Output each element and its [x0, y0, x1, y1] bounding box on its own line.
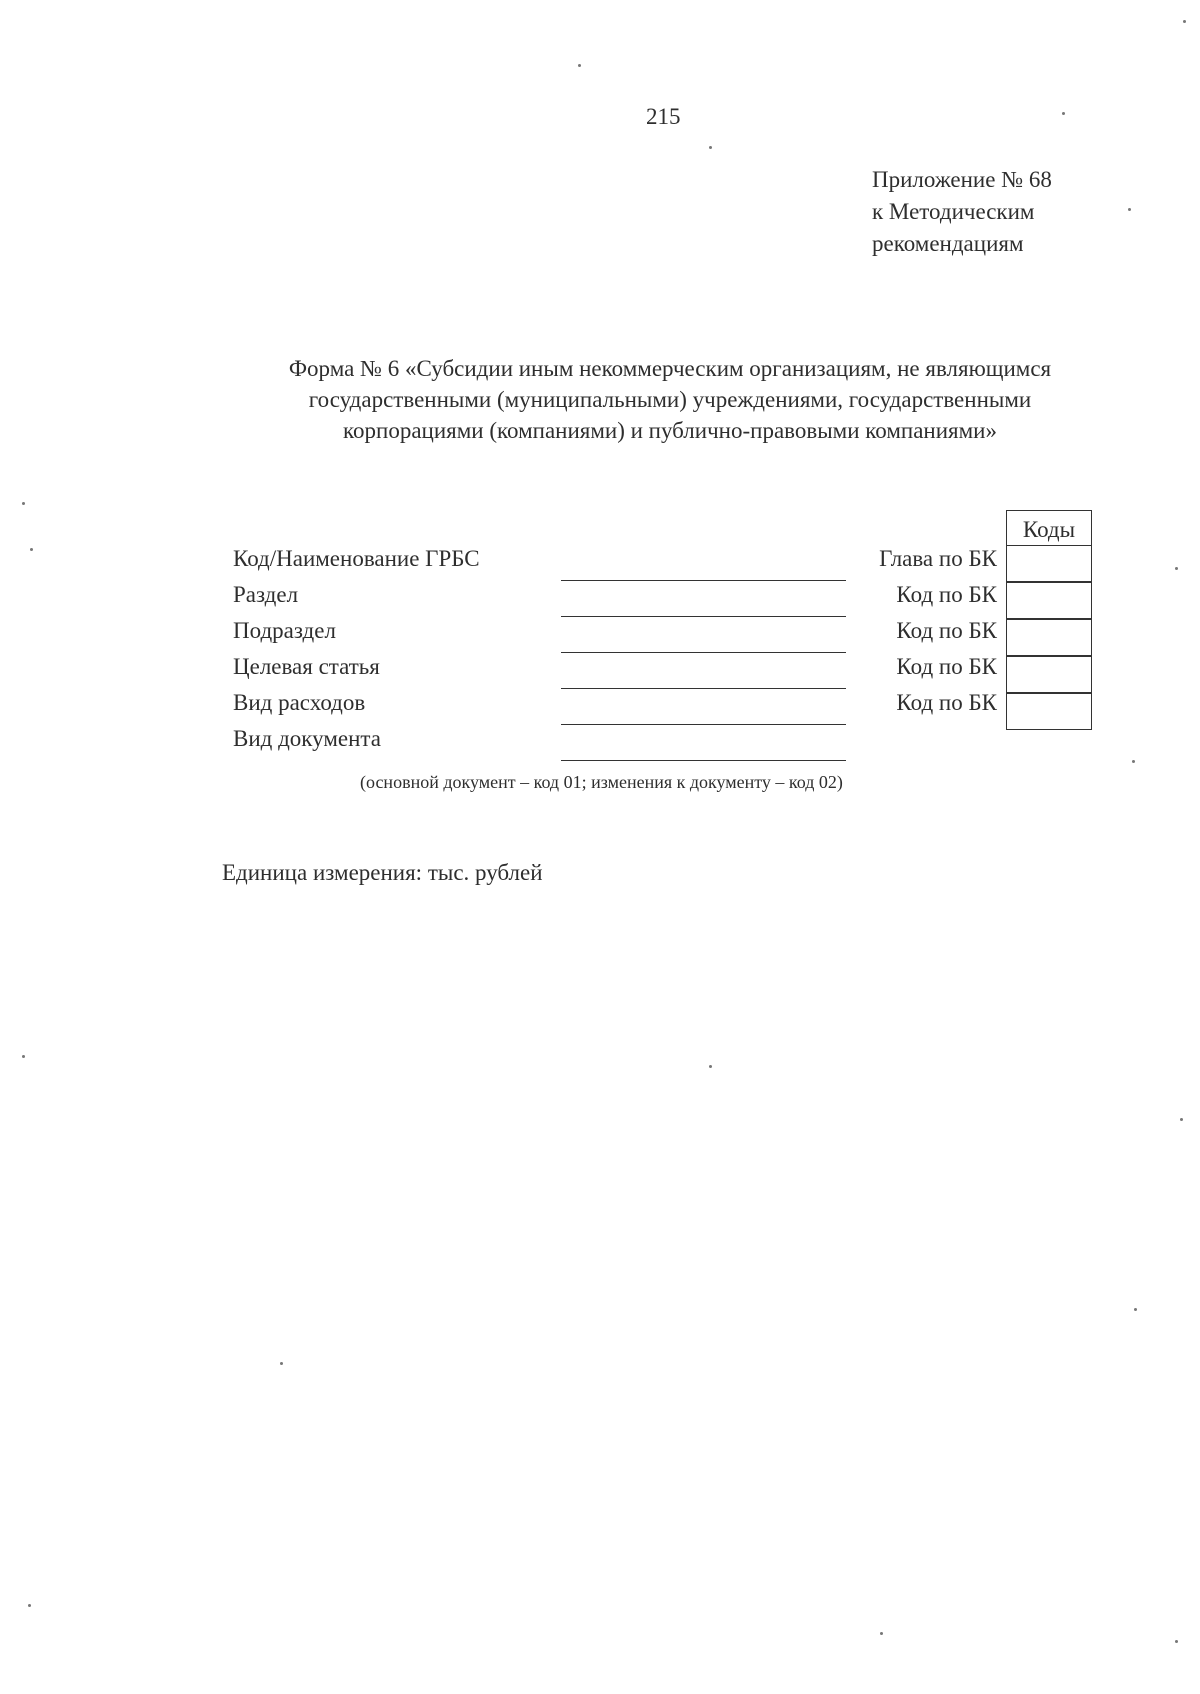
scan-speck — [880, 1632, 883, 1635]
page-number: 215 — [646, 104, 681, 129]
field-line-vid-dokumenta[interactable] — [561, 760, 846, 761]
appendix-reference — [872, 164, 1052, 260]
field-label-vid-rashodov: Вид расходов — [233, 690, 366, 715]
field-line-celevaya-statya[interactable] — [561, 688, 846, 689]
scan-speck — [1175, 1640, 1178, 1643]
document-type-note: (основной документ – код 01; изменения к документу – код 02) — [360, 772, 843, 792]
appendix-line-2: к Методическим — [872, 199, 1035, 224]
scan-speck — [22, 1055, 25, 1058]
form-title-line-2: государственными (муниципальными) учреждениями, государственными — [308, 387, 1032, 412]
scan-speck — [1180, 1118, 1183, 1121]
scan-speck — [1183, 20, 1186, 23]
field-label-vid-dokumenta: Вид документа — [233, 726, 381, 751]
scan-speck — [709, 146, 712, 149]
code-cell-vid-rashodov[interactable] — [1006, 693, 1092, 730]
scan-speck — [30, 548, 33, 551]
field-label-razdel: Раздел — [233, 582, 299, 607]
code-label-vid-rashodov: Код по БК — [896, 690, 997, 715]
scan-speck — [280, 1362, 283, 1365]
scan-speck — [578, 64, 581, 67]
field-line-grbs[interactable] — [561, 580, 846, 581]
code-cell-razdel[interactable] — [1006, 582, 1092, 619]
scan-speck — [28, 1604, 31, 1607]
appendix-line-3: рекомендациям — [872, 231, 1024, 256]
scan-speck — [1132, 760, 1135, 763]
appendix-line-1: Приложение № 68 — [872, 167, 1052, 192]
unit-of-measure: Единица измерения: тыс. рублей — [222, 860, 543, 885]
code-label-razdel: Код по БК — [896, 582, 997, 607]
field-label-grbs: Код/Наименование ГРБС — [233, 546, 480, 571]
form-title-line-1: Форма № 6 «Субсидии иным некоммерческим организациям, не являющимся — [288, 356, 1052, 381]
scan-speck — [22, 502, 25, 505]
code-cell-podrazdel[interactable] — [1006, 619, 1092, 656]
form-title-line-3: корпорациями (компаниями) и публично-правовыми компаниями» — [343, 418, 997, 443]
scan-speck — [1062, 112, 1065, 115]
field-line-podrazdel[interactable] — [561, 652, 846, 653]
form-title — [190, 353, 1150, 446]
code-label-celevaya-statya: Код по БК — [896, 654, 997, 679]
scan-speck — [1128, 208, 1131, 211]
code-cell-glava[interactable] — [1006, 545, 1092, 582]
code-label-podrazdel: Код по БК — [896, 618, 997, 643]
code-cell-celevaya-statya[interactable] — [1006, 656, 1092, 693]
field-line-vid-rashodov[interactable] — [561, 724, 846, 725]
codes-header: Коды — [1006, 510, 1092, 545]
scan-speck — [1175, 567, 1178, 570]
field-label-podrazdel: Подраздел — [233, 618, 336, 643]
field-label-celevaya-statya: Целевая статья — [233, 654, 380, 679]
code-label-glava: Глава по БК — [879, 546, 997, 571]
scan-speck — [1134, 1308, 1137, 1311]
field-line-razdel[interactable] — [561, 616, 846, 617]
scan-speck — [709, 1065, 712, 1068]
